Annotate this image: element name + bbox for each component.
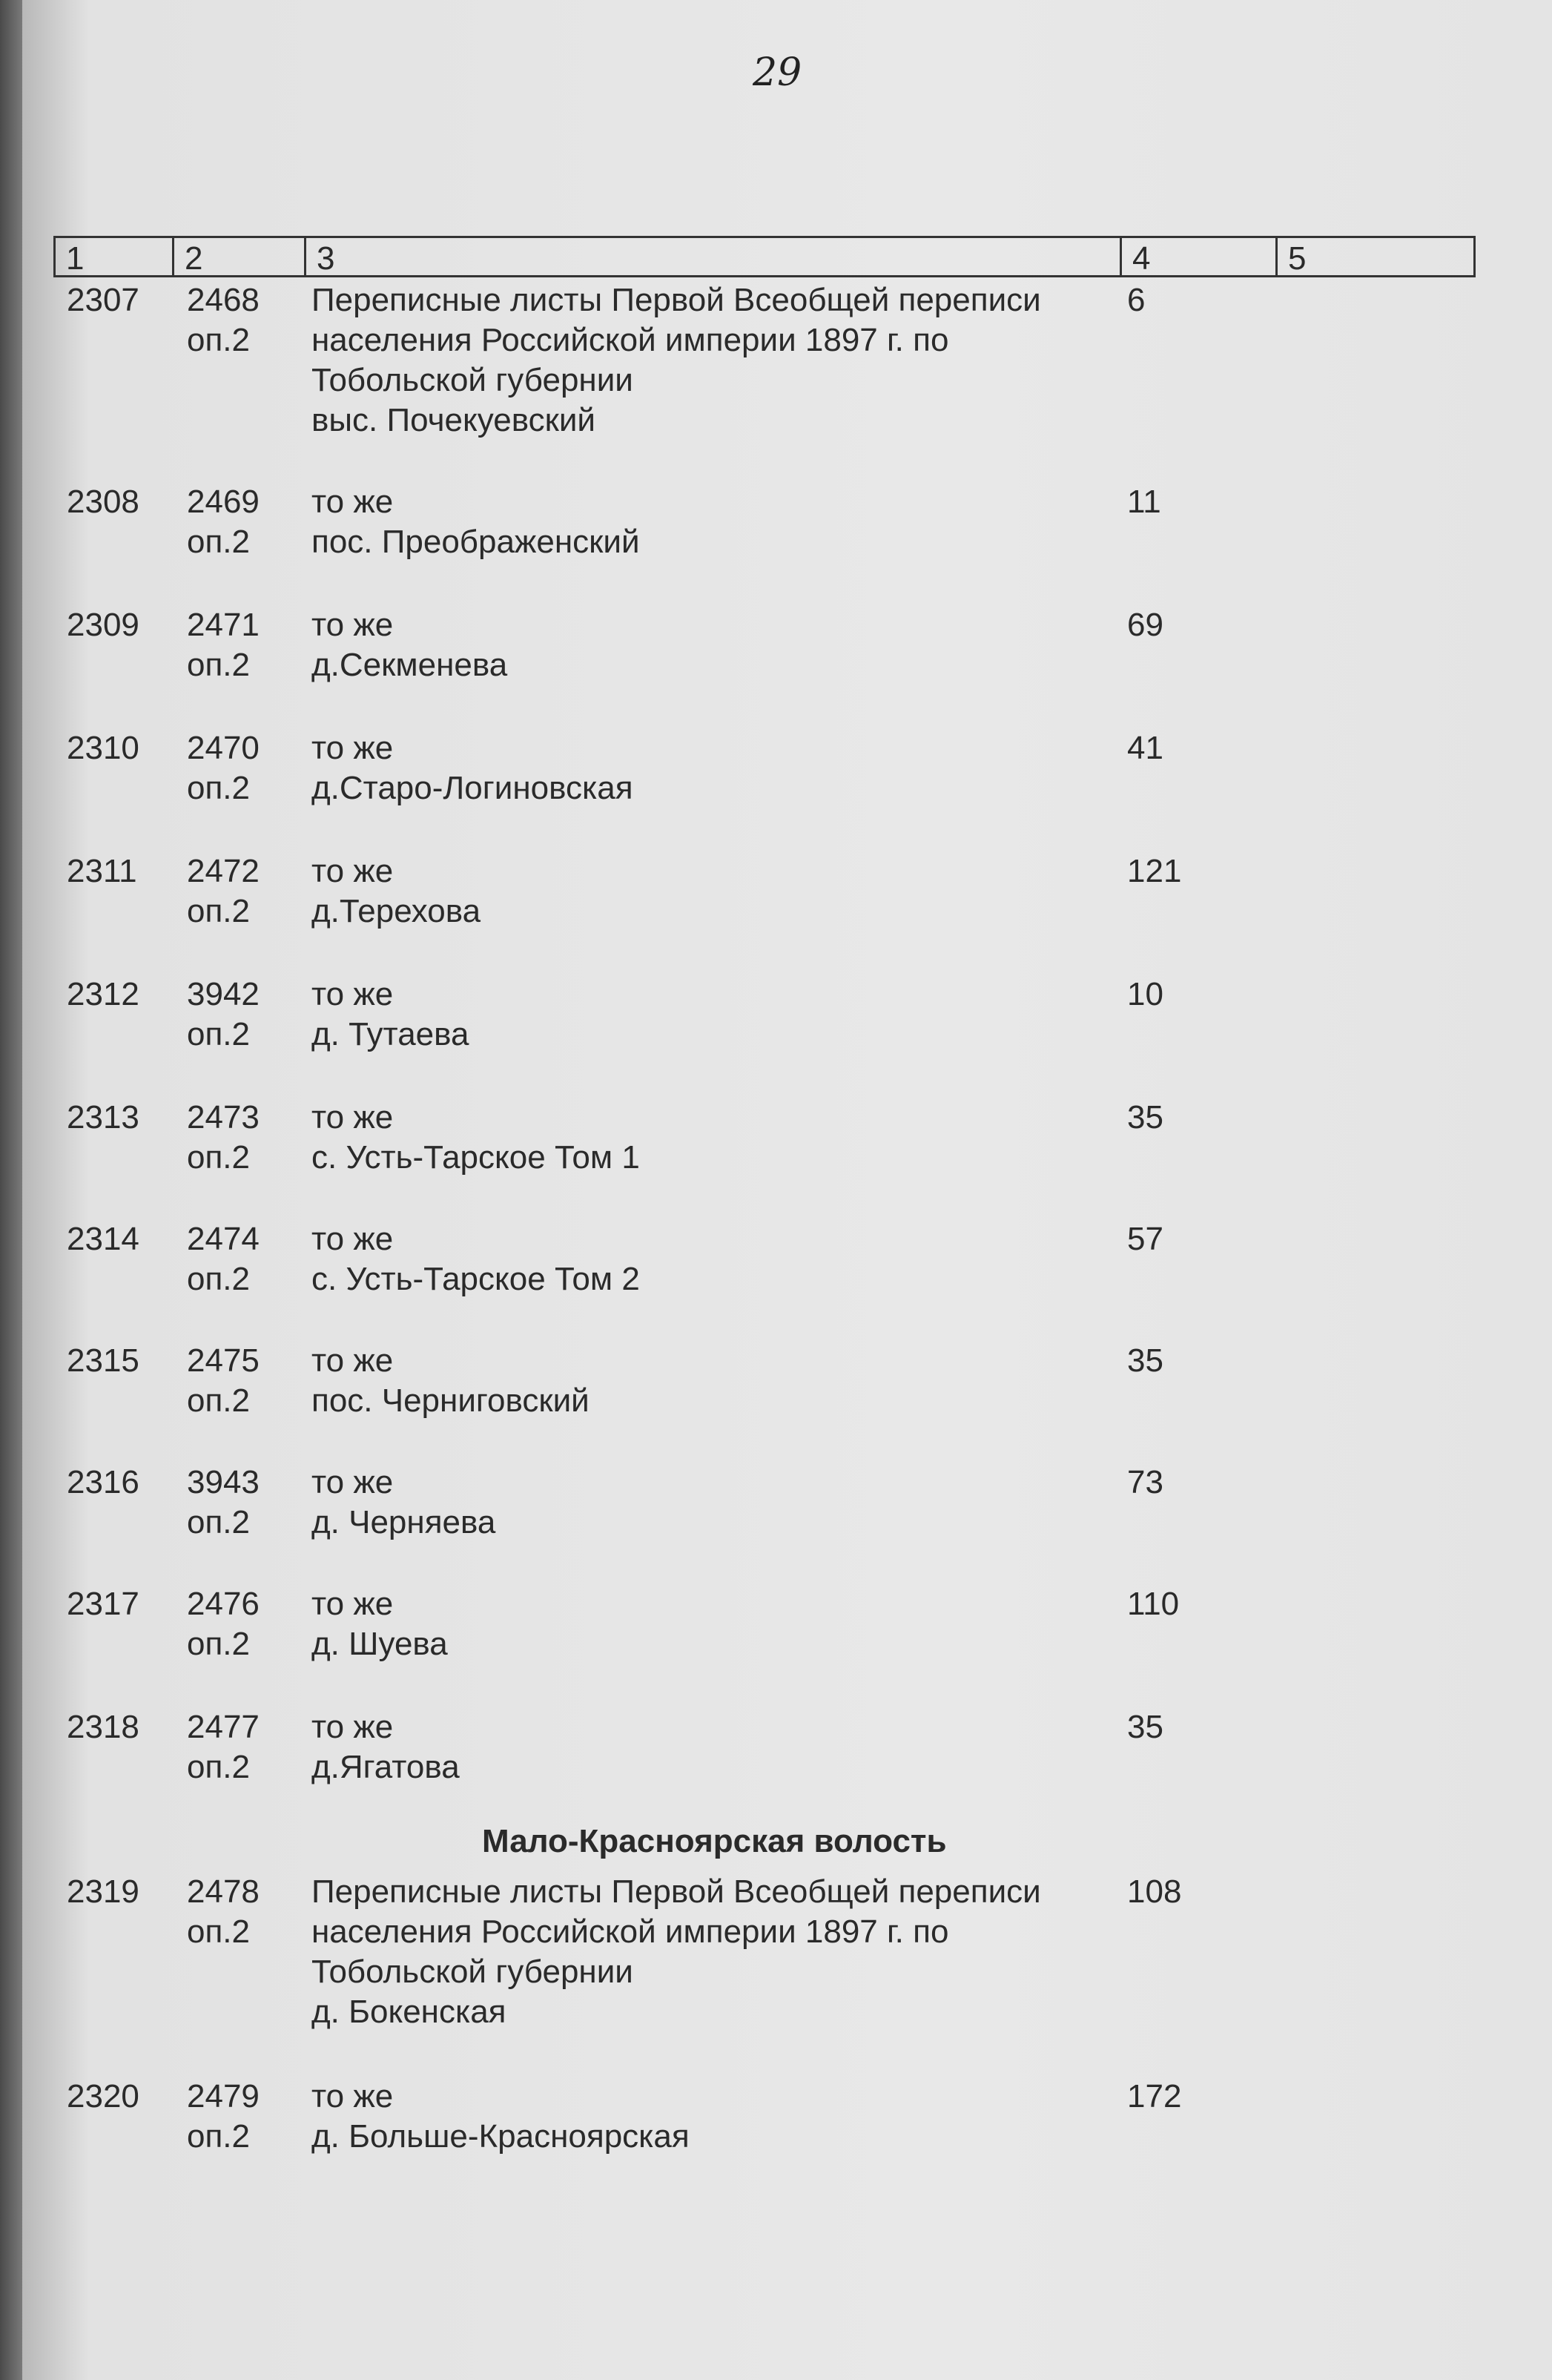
- file-number: 2469 оп.2: [187, 484, 260, 560]
- sheet-count: 6: [1127, 282, 1146, 318]
- entry-description: то же с. Усть-Тарское Том 2: [311, 1221, 640, 1297]
- file-number: 2479 оп.2: [187, 2078, 260, 2155]
- sheet-count: 35: [1127, 1709, 1163, 1745]
- sheet-count: 110: [1127, 1586, 1180, 1622]
- file-number: 2475 оп.2: [187, 1342, 260, 1419]
- header-col-3: 3: [306, 238, 1122, 275]
- sheet-count: 73: [1127, 1464, 1163, 1500]
- sheet-count: 121: [1127, 853, 1182, 889]
- entry-description: то же д.Терехова: [311, 853, 481, 929]
- entry-number: 2312: [67, 976, 139, 1012]
- file-number: 2477 оп.2: [187, 1709, 260, 1785]
- entry-description: то же д.Секменева: [311, 607, 508, 683]
- sheet-count: 10: [1127, 976, 1163, 1012]
- entry-number: 2314: [67, 1221, 139, 1257]
- file-number: 2474 оп.2: [187, 1221, 260, 1297]
- sheet-count: 11: [1127, 484, 1161, 520]
- entry-description: то же д.Старо-Логиновская: [311, 730, 633, 806]
- entry-number: 2311: [67, 853, 137, 889]
- header-col-4: 4: [1122, 238, 1278, 275]
- entry-number: 2309: [67, 607, 139, 643]
- sheet-count: 35: [1127, 1099, 1163, 1135]
- entry-number: 2310: [67, 730, 139, 766]
- sheet-count: 172: [1127, 2078, 1182, 2114]
- entry-description: то же пос. Преображенский: [311, 484, 640, 560]
- sheet-count: 108: [1127, 1873, 1182, 1910]
- sheet-count: 57: [1127, 1221, 1163, 1257]
- entry-number: 2320: [67, 2078, 139, 2114]
- header-col-1: 1: [56, 238, 174, 275]
- document-page: [22, 0, 1552, 2380]
- entry-description: то же д.Ягатова: [311, 1709, 460, 1785]
- page-number: 29: [753, 50, 802, 95]
- file-number: 3942 оп.2: [187, 976, 260, 1052]
- entry-description: Переписные листы Первой Всеобщей переписи населения Российской империи 1897 г. по Тобольской губернии выс. Почекуевский: [311, 282, 1041, 438]
- sheet-count: 69: [1127, 607, 1163, 643]
- sheet-count: 41: [1127, 730, 1163, 766]
- entry-description: Переписные листы Первой Всеобщей переписи населения Российской империи 1897 г. по Тобольской губернии д. Бокенская: [311, 1873, 1041, 2030]
- file-number: 2471 оп.2: [187, 607, 260, 683]
- entry-number: 2313: [67, 1099, 139, 1135]
- file-number: 2473 оп.2: [187, 1099, 260, 1176]
- entry-description: то же д. Шуева: [311, 1586, 448, 1662]
- entry-description: то же пос. Черниговский: [311, 1342, 590, 1419]
- entry-number: 2319: [67, 1873, 139, 1910]
- entry-description: то же с. Усть-Тарское Том 1: [311, 1099, 640, 1176]
- entry-number: 2316: [67, 1464, 139, 1500]
- section-title: Мало-Красноярская волость: [482, 1823, 947, 1859]
- file-number: 2468 оп.2: [187, 282, 260, 358]
- file-number: 3943 оп.2: [187, 1464, 260, 1540]
- entry-number: 2317: [67, 1586, 139, 1622]
- entry-description: то же д. Больше-Красноярская: [311, 2078, 690, 2155]
- entry-number: 2307: [67, 282, 139, 318]
- header-col-2: 2: [174, 238, 306, 275]
- entry-number: 2318: [67, 1709, 139, 1745]
- file-number: 2470 оп.2: [187, 730, 260, 806]
- entry-number: 2315: [67, 1342, 139, 1379]
- entry-description: то же д. Черняева: [311, 1464, 496, 1540]
- file-number: 2476 оп.2: [187, 1586, 260, 1662]
- file-number: 2472 оп.2: [187, 853, 260, 929]
- entry-description: то же д. Тутаева: [311, 976, 469, 1052]
- table-header-row: [53, 236, 1476, 277]
- file-number: 2478 оп.2: [187, 1873, 260, 1950]
- sheet-count: 35: [1127, 1342, 1163, 1379]
- header-col-5: 5: [1288, 240, 1307, 277]
- entry-number: 2308: [67, 484, 139, 520]
